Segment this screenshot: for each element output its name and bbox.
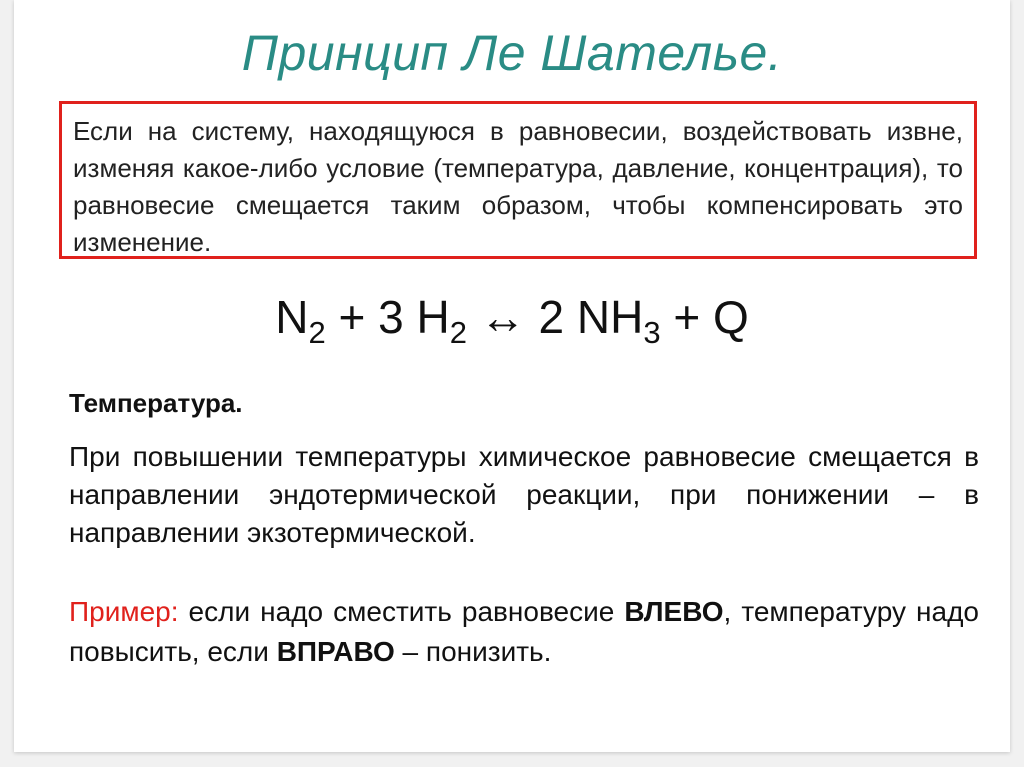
eq-arrow-part: ↔ 2 NH [466, 291, 644, 343]
eq-h-part: + 3 H [325, 291, 450, 343]
eq-n-subscript: 2 [308, 315, 326, 350]
example-label: Пример: [69, 596, 179, 627]
definition-box [59, 101, 977, 259]
example-text-2: , температуру надо повысить, если [69, 596, 979, 667]
example-left-word: ВЛЕВО [624, 596, 724, 627]
temperature-paragraph: При повышении температуры химическое равновесие смещается в направлении эндотермической реакции, при понижении – в направлении экзотермической. [69, 441, 979, 548]
definition-text: Если на систему, находящуюся в равновесии, воздействовать извне, изменяя какое-либо условие (температура, давление, концентрация), то равновесие смещается таким образом, чтобы компенсировать это изменение. [73, 116, 963, 257]
eq-nh-subscript: 3 [643, 315, 661, 350]
slide [14, 0, 1010, 752]
chemical-equation [14, 290, 1010, 350]
example-right-word: ВПРАВО [276, 636, 395, 667]
section-heading: Температура. [69, 388, 243, 418]
eq-tail: + Q [660, 291, 749, 343]
example-text-3: – понизить. [394, 636, 552, 667]
eq-h-subscript: 2 [449, 315, 467, 350]
example-text-1: если надо сместить равновесие [178, 596, 625, 627]
example-paragraph [69, 592, 979, 672]
eq-n: N [275, 291, 309, 343]
slide-title: Принцип Ле Шателье. [241, 25, 783, 81]
